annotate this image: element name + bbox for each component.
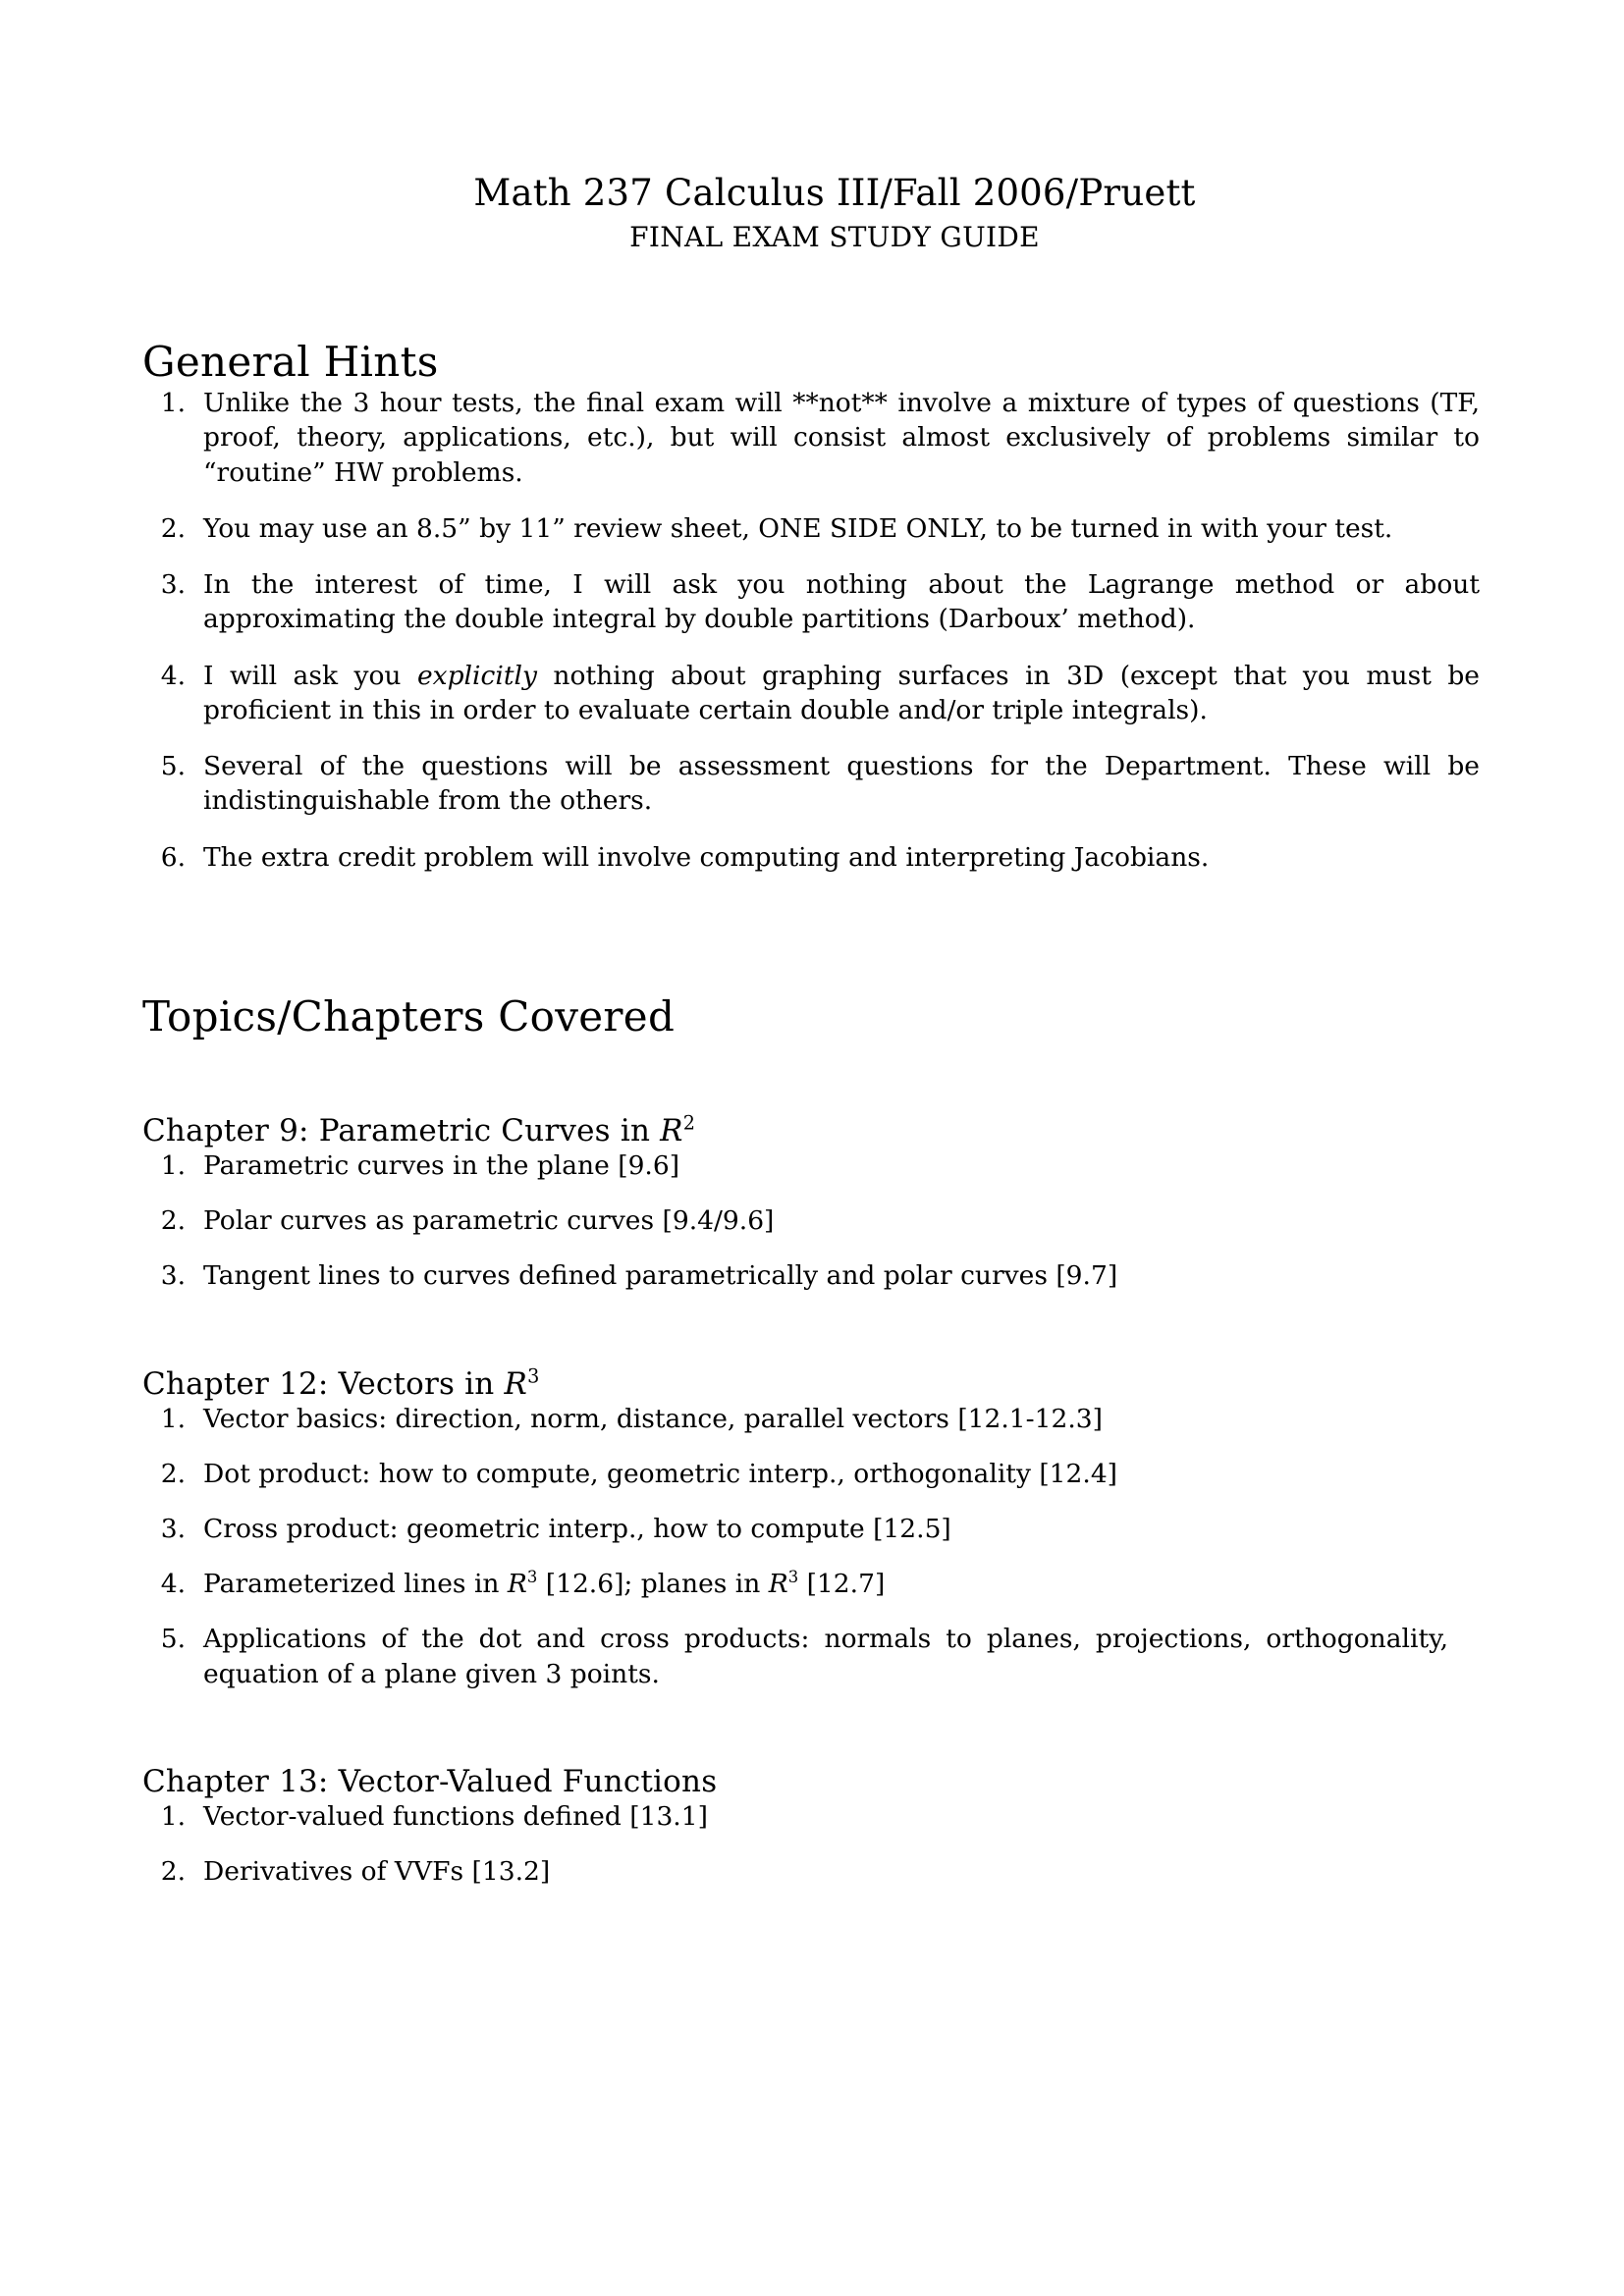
- chapter-9-heading: [142, 1113, 1527, 1148]
- list-marker: 5.: [160, 1624, 186, 1655]
- chapter-heading-text: Chapter 12: Vectors in: [142, 1365, 505, 1402]
- list-item: [142, 659, 1480, 727]
- math-variable: [769, 1569, 798, 1599]
- segment-text: [12.6]; planes in: [537, 1569, 769, 1600]
- text-before-emphasis: I will ask you: [203, 660, 417, 691]
- math-base: R: [507, 1569, 527, 1600]
- list-item: [142, 749, 1480, 818]
- list-marker: 5.: [160, 751, 186, 782]
- list-item-text: In the interest of time, I will ask you nothing about the Lagrange method or about approximating the double integral by double partitions (Darboux’ method).: [203, 569, 1480, 635]
- list-item-text: [203, 1567, 1448, 1601]
- list-marker: 3.: [160, 1514, 186, 1544]
- segment-text: [12.7]: [798, 1569, 886, 1600]
- list-item: [142, 1799, 1448, 1834]
- document-title: Math 237 Calculus III/Fall 2006/Pruett: [473, 172, 1196, 214]
- list-item: [142, 1203, 1448, 1238]
- chapter-13-block: [142, 1764, 1527, 1889]
- list-marker: 2.: [160, 1856, 186, 1888]
- text-after-emphasis: nothing about graphing surfaces in 3D (except that you must be proficient in this in order to evaluate certain double and/or triple integrals).: [203, 660, 1480, 725]
- list-marker: 1.: [160, 388, 186, 419]
- general-hints-section: [142, 338, 1527, 875]
- math-variable: [508, 1569, 537, 1599]
- math-exponent: 3: [526, 1568, 538, 1587]
- math-base: R: [768, 1569, 788, 1600]
- chapter-13-heading: [142, 1764, 1527, 1799]
- list-item: [142, 1457, 1448, 1491]
- chapter-9-block: [142, 1113, 1527, 1294]
- list-item: [142, 567, 1480, 636]
- list-item: [142, 1148, 1448, 1183]
- list-item-text: Applications of the dot and cross products: normals to planes, projections, orthogonality, equation of a plane given 3 points.: [203, 1624, 1448, 1689]
- list-item: [142, 840, 1480, 875]
- list-marker: 1.: [160, 1800, 186, 1832]
- list-item: [142, 386, 1480, 490]
- list-marker: 3.: [160, 569, 186, 601]
- list-item-text: Cross product: geometric interp., how to compute [12.5]: [203, 1514, 951, 1544]
- list-item-text: Parametric curves in the plane [9.6]: [203, 1149, 680, 1181]
- math-variable: [660, 1113, 695, 1148]
- page-content: [142, 172, 1527, 1889]
- list-item-text: Tangent lines to curves defined parametrically and polar curves [9.7]: [203, 1260, 1118, 1292]
- list-marker: 1.: [160, 1403, 186, 1434]
- list-marker: 2.: [160, 1205, 186, 1237]
- general-hints-heading: General Hints: [142, 338, 439, 387]
- list-item: [142, 1402, 1448, 1436]
- segment-text: Parameterized lines in: [203, 1569, 508, 1600]
- chapter-9-list: [142, 1148, 1448, 1294]
- document-subtitle: FINAL EXAM STUDY GUIDE: [629, 220, 1040, 253]
- list-item-text: Derivatives of VVFs [13.2]: [203, 1856, 551, 1888]
- math-base: R: [504, 1365, 528, 1402]
- list-item-text: Several of the questions will be assessment questions for the Department. These will be indistinguishable from the others.: [203, 751, 1480, 817]
- list-item-text: Vector basics: direction, norm, distance, parallel vectors [12.1-12.3]: [203, 1403, 1103, 1434]
- title-block: [142, 172, 1527, 253]
- list-item-text: Dot product: how to compute, geometric interp., orthogonality [12.4]: [203, 1458, 1118, 1489]
- topics-heading: Topics/Chapters Covered: [142, 991, 676, 1041]
- math-variable: [505, 1366, 540, 1402]
- math-exponent: 3: [787, 1568, 799, 1587]
- list-marker: 4.: [160, 1569, 186, 1600]
- list-item-text: [203, 659, 1480, 727]
- list-marker: 2.: [160, 1458, 186, 1489]
- list-item-text: You may use an 8.5” by 11” review sheet, ONE SIDE ONLY, to be turned in with your test.: [203, 512, 1393, 544]
- list-item-text: Polar curves as parametric curves [9.4/9.6]: [203, 1205, 775, 1237]
- list-item-text: Unlike the 3 hour tests, the final exam will **not** involve a mixture of types of questions (TF, proof, theory, applications, etc.), but will consist almost exclusively of problems similar to “routine” HW problems.: [203, 388, 1480, 488]
- math-exponent: 3: [527, 1364, 540, 1388]
- chapter-12-block: [142, 1366, 1527, 1691]
- chapter-12-heading: [142, 1366, 1527, 1402]
- topics-section: [142, 992, 1527, 1890]
- list-marker: 4.: [160, 660, 186, 691]
- math-base: R: [660, 1112, 683, 1148]
- general-hints-list: [142, 386, 1480, 875]
- list-item: [142, 1512, 1448, 1546]
- chapter-heading-text: Chapter 9: Parametric Curves in: [142, 1112, 661, 1148]
- list-item-text: The extra credit problem will involve computing and interpreting Jacobians.: [203, 841, 1210, 873]
- list-marker: 3.: [160, 1260, 186, 1292]
- emphasized-text: explicitly: [416, 660, 537, 691]
- list-item: [142, 1854, 1448, 1889]
- chapter-heading-text: Chapter 13: Vector-Valued Functions: [142, 1763, 718, 1799]
- list-item: [142, 1622, 1448, 1690]
- list-marker: 1.: [160, 1149, 186, 1181]
- list-item: [142, 511, 1480, 546]
- list-item: [142, 1258, 1448, 1293]
- list-marker: 6.: [160, 841, 186, 873]
- chapter-12-list: [142, 1402, 1448, 1691]
- list-item: [142, 1567, 1448, 1601]
- chapter-13-list: [142, 1799, 1448, 1889]
- list-marker: 2.: [160, 512, 186, 544]
- math-exponent: 2: [682, 1111, 696, 1135]
- list-item-text: Vector-valued functions defined [13.1]: [203, 1800, 708, 1832]
